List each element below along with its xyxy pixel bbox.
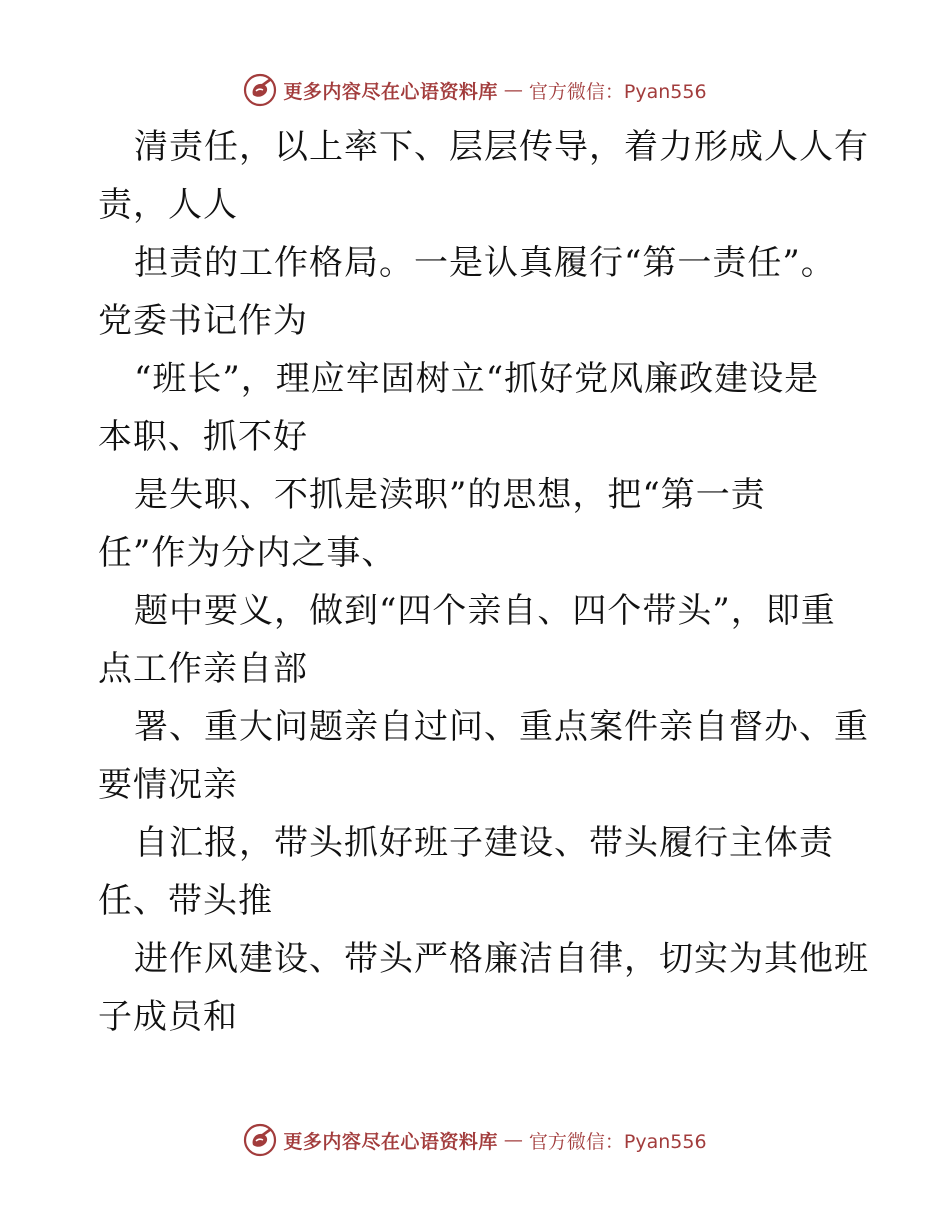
pen-heart-logo-icon	[243, 73, 277, 107]
footer-separator: —	[503, 1129, 523, 1151]
text-line: 任、带头推	[98, 881, 273, 921]
header-banner	[243, 73, 706, 107]
text-line: “班长”，理应牢固树立“抓好党风廉政建设是	[134, 359, 820, 399]
text-line: 责，人人	[98, 185, 238, 225]
document-body	[98, 118, 869, 1046]
page-footer	[0, 1120, 950, 1160]
text-line: 子成员和	[98, 997, 238, 1037]
text-line: 要情况亲	[98, 765, 238, 805]
footer-text: 更多内容尽在心语资料库	[283, 1130, 498, 1153]
footer-wechat: 官方微信：Pyan556	[528, 1130, 707, 1153]
footer-banner	[243, 1123, 706, 1157]
text-line: 是失职、不抓是渎职”的思想，把“第一责	[134, 475, 766, 515]
text-line: 清责任，以上率下、层层传导，着力形成人人有	[134, 127, 869, 167]
text-line: 题中要义，做到“四个亲自、四个带头”，即重	[134, 591, 836, 631]
text-line: 担责的工作格局。一是认真履行“第一责任”。	[134, 243, 836, 283]
text-line: 点工作亲自部	[98, 649, 308, 689]
header-text: 更多内容尽在心语资料库	[283, 80, 498, 103]
text-line: 自汇报，带头抓好班子建设、带头履行主体责	[134, 823, 834, 863]
text-line: 署、重大问题亲自过问、重点案件亲自督办、重	[134, 707, 869, 747]
page-header	[0, 70, 950, 110]
pen-heart-logo-icon	[243, 1123, 277, 1157]
text-line: 进作风建设、带头严格廉洁自律，切实为其他班	[134, 939, 869, 979]
text-line: 本职、抓不好	[98, 417, 308, 457]
text-line: 党委书记作为	[98, 301, 308, 341]
header-separator: —	[503, 79, 523, 101]
text-line: 任”作为分内之事、	[98, 533, 397, 573]
header-wechat: 官方微信：Pyan556	[528, 80, 707, 103]
